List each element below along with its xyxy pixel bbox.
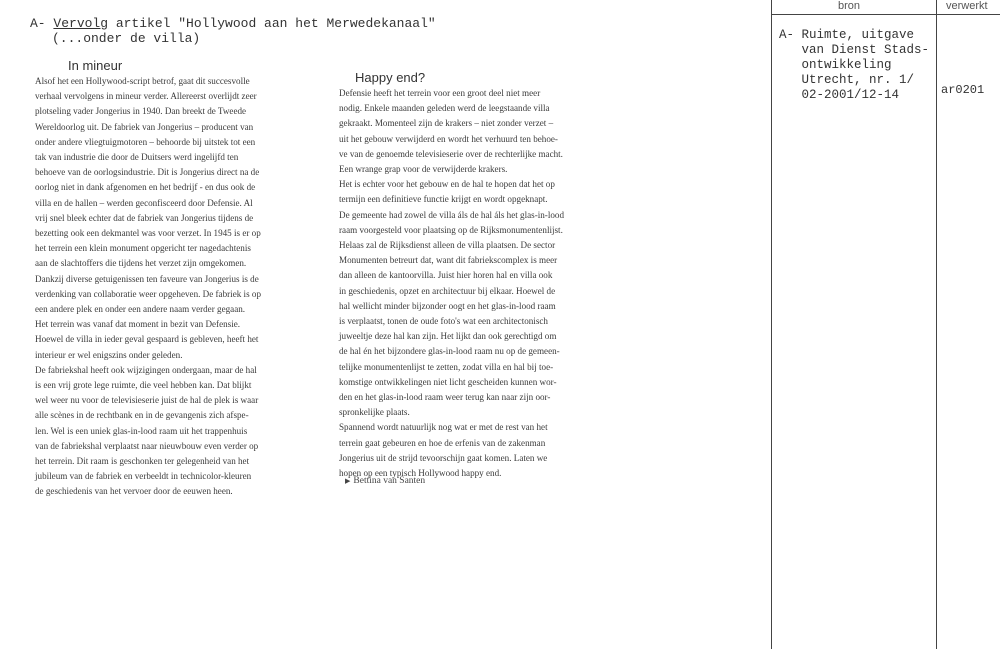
bron-line: ontwikkeling <box>779 58 892 72</box>
left-column-line: interieur er wel enigszins onder geleden. <box>35 349 183 360</box>
article-heading <box>30 16 436 46</box>
right-column-line: uit het gebouw verwijderd en wordt het verhuurd ten behoe- <box>339 133 558 144</box>
left-column-line: Hoewel de villa in ieder geval gespaard is gebleven, heeft het <box>35 334 259 345</box>
right-column-line: Spannend wordt natuurlijk nog wat er met de rest van het <box>339 422 548 433</box>
left-column-line: behoeve van de oorlogsindustrie. Dit is Jongerius direct na de <box>35 167 260 178</box>
right-column-line: Een wrange grap voor de verwijderde krakers. <box>339 164 508 175</box>
right-column-line: in geschiedenis, opzet en architectuur bij elkaar. Hoewel de <box>339 285 556 296</box>
right-column-line: den en het glas-in-lood raam weer terug kan naar zijn oor- <box>339 392 551 403</box>
left-column-line: Het terrein was vanaf dat moment in bezit van Defensie. <box>35 319 241 330</box>
right-column-line: komstige ontwikkelingen niet licht gescheiden kunnen wor- <box>339 376 557 387</box>
right-column-line: termijn een definitieve functie krijgt en wordt opgeknapt. <box>339 194 548 205</box>
left-column-line: aan de slachtoffers die tijdens het verzet zijn omgekomen. <box>35 258 247 269</box>
left-column-line: wel weer nu voor de televisieserie juist de hal de plek is waar <box>35 395 259 406</box>
left-column-line: plotseling vader Jongerius in 1940. Dan breekt de Tweede <box>35 106 247 117</box>
left-column-line: De fabriekshal heeft ook wijzigingen ondergaan, maar de hal <box>35 364 257 375</box>
margin-divider-left <box>771 0 772 649</box>
right-column-line: Helaas zal de Rijksdienst alleen de villa plaatsen. De sector <box>339 240 556 251</box>
right-column-line: is verplaatst, tonen de oude foto's wat een architectonisch <box>339 316 548 327</box>
margin-divider-middle <box>936 0 937 649</box>
verwerkt-code: ar0201 <box>941 83 985 97</box>
left-column-line: Alsof het een Hollywood-script betrof, gaat dit succesvolle <box>35 76 250 86</box>
left-column-line: len. Wel is een uniek glas-in-lood raam uit het trappenhuis <box>35 425 248 436</box>
heading-vervolg: Vervolg <box>53 16 109 31</box>
bron-line: Utrecht, nr. 1/ <box>779 73 915 87</box>
right-column-line: hal wellicht minder bijzonder oogt en het glas-in-lood raam <box>339 300 556 311</box>
left-column-line: vrij snel bleek echter dat de fabriek van Jongerius tijdens de <box>35 212 254 223</box>
left-column-line: tak van industrie die door de Duitsers werd ingelijfd ten <box>35 152 239 163</box>
left-column-line: de geschiedenis van het vervoer door de eeuwen heen. <box>35 486 233 497</box>
right-column-line: Monumenten betreurt dat, want dit fabriekscomplex is meer <box>339 255 558 266</box>
bron-header: bron <box>838 0 861 12</box>
heading-line-2: (...onder de villa) <box>52 31 201 46</box>
bron-line: 02-2001/12-14 <box>779 88 900 102</box>
bron-line: van Dienst Stads- <box>779 43 930 57</box>
heading-line-1 <box>30 16 436 31</box>
right-column-line: nodig. Enkele maanden geleden werd de leegstaande villa <box>339 103 550 114</box>
left-column-line: jubileum van de fabriek en verbeeldt in technicolor-kleuren <box>35 471 252 482</box>
byline-bullet-icon: ▶ <box>345 477 351 485</box>
left-column-line: is een vrij grote lege ruimte, die veel hebben kan. Dat blijkt <box>35 380 252 391</box>
right-column-line: Jongerius uit de strijd tevoorschijn gaat komen. Laten we <box>339 452 548 463</box>
right-column-text <box>339 86 564 481</box>
section-title-happy-end: Happy end? <box>355 70 426 85</box>
left-column-line: het terrein. Dit raam is geschonken ter gelegenheid van het <box>35 456 250 467</box>
left-column-line: een andere plek en onder een andere naam verder gegaan. <box>35 304 246 315</box>
right-column-line: De gemeente had zowel de villa áls de hal áls het glas-in-lood <box>339 209 564 220</box>
left-column-line: oorlog niet in dank afgenomen en het bedrijf - en dus ook de <box>35 182 256 193</box>
left-column-line: bezetting ook een dekmantel was voor verzet. In 1945 is er op <box>35 228 261 239</box>
verwerkt-header: verwerkt <box>946 0 988 12</box>
right-column-line: hopen op een typisch Hollywood happy end. <box>339 468 502 479</box>
left-column-line: van de fabriekshal verplaatst naar nieuwbouw even verder op <box>35 440 259 451</box>
right-column-line: Het is echter voor het gebouw en de hal te hopen dat het op <box>339 179 555 190</box>
right-column-line: raam voorgesteld voor plaatsing op de Rijksmonumentenlijst. <box>339 224 563 235</box>
heading-marker: A- <box>30 16 46 31</box>
left-column-line: verhaal vervolgens in mineur verder. Allereerst overlijdt zeer <box>35 91 257 102</box>
left-column-line: verdenking van collaboratie weer opgeheven. De fabriek is op <box>35 288 261 299</box>
right-column-line: ve van de genoemde televisieserie over de rechterlijke macht. <box>339 148 563 159</box>
right-column-line: terrein gaat gebeuren en hoe de erfenis van de zakenman <box>339 437 546 448</box>
right-column-line: telijke monumentenlijst te zetten, zodat villa en hal bij toe- <box>339 361 554 372</box>
left-column-line: alle scènes in de rechtbank en in de gevangenis zich afspe- <box>35 410 249 421</box>
right-column-line: juweeltje deze hal kan zijn. Het lijkt dan ook gerechtigd om <box>339 331 557 342</box>
right-column-line: Defensie heeft het terrein voor een groot deel niet meer <box>339 88 541 98</box>
right-column-line: de hal én het bijzondere glas-in-lood raam nu op de gemeen- <box>339 346 560 357</box>
right-column-line: dan alleen de kantoorvilla. Juist hier horen hal en villa ook <box>339 270 553 281</box>
heading-title: artikel "Hollywood aan het Merwedekanaal" <box>108 16 436 31</box>
author-name: Bettina van Santen <box>353 476 426 486</box>
bron-source-text <box>779 28 929 103</box>
left-column-line: villa en de hallen – werden geconfisceerd door Defensie. Al <box>35 197 253 208</box>
right-column-line: gekraakt. Momenteel zijn de krakers – niet zonder verzet – <box>339 118 554 129</box>
left-column-line: Wereldoorlog uit. De fabriek van Jongerius – producent van <box>35 121 254 132</box>
left-column-text <box>35 74 261 500</box>
right-column-line: spronkelijke plaats. <box>339 407 410 418</box>
author-byline <box>345 476 425 486</box>
left-column-line: het terrein een klein monument opgericht ter nagedachtenis <box>35 243 251 254</box>
section-title-in-mineur: In mineur <box>68 58 123 73</box>
left-column-line: onder andere vliegtuigmotoren – behoorde bij uitstek tot een <box>35 136 256 147</box>
left-column-line: Dankzij diverse getuigenissen ten faveure van Jongerius is de <box>35 273 259 284</box>
bron-line: A- Ruimte, uitgave <box>779 28 915 42</box>
margin-header-rule <box>771 14 1000 15</box>
